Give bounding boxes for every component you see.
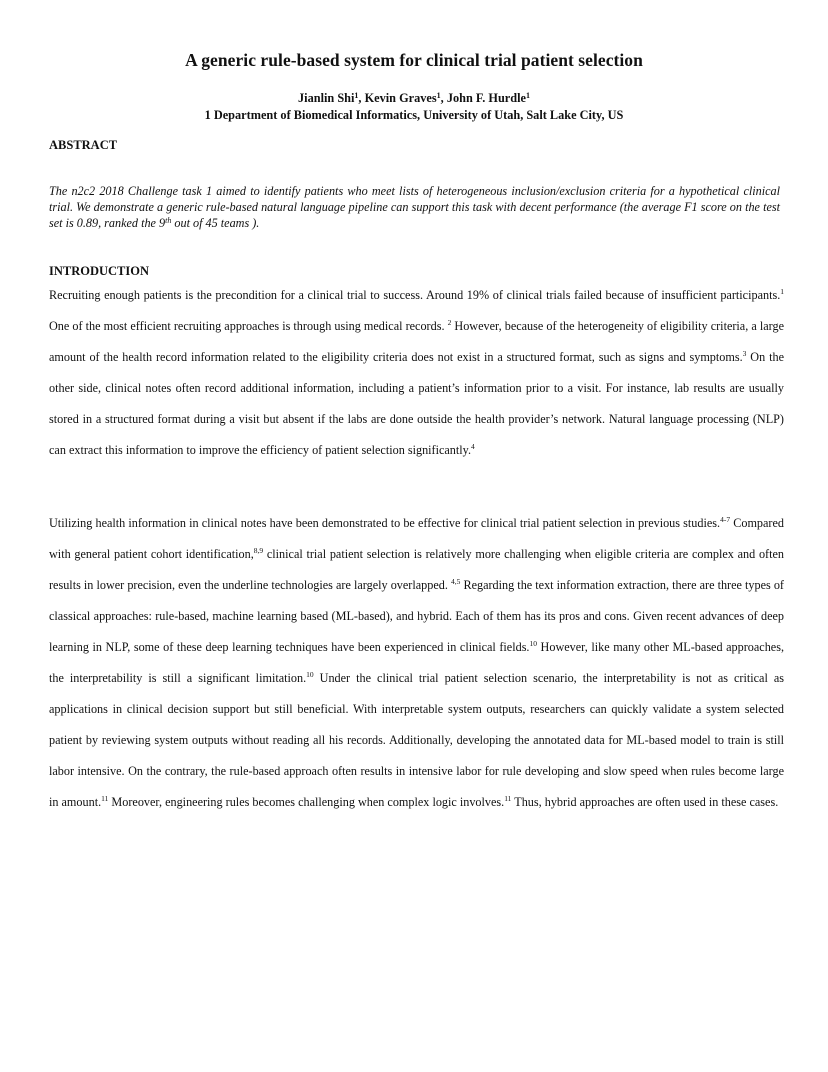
author-affiliation-mark: 1 [525, 91, 530, 100]
paragraph-text: Recruiting enough patients is the precondition for a clinical trial to success. Around 19% of clinical trials failed because of insufficient participants. [49, 288, 781, 302]
citation-superscript: 10 [529, 639, 537, 648]
paper-title: A generic rule-based system for clinical trial patient selection [185, 50, 643, 70]
author-name: Kevin Graves [364, 91, 437, 105]
paragraph-text: Compared with general patient cohort identification, [49, 516, 784, 561]
introduction-heading: INTRODUCTION [49, 264, 150, 278]
author-separator: , [358, 91, 365, 105]
citation-superscript: 4-7 [720, 515, 731, 524]
paragraph-text: Regarding the text information extraction, there are three types of classical approaches: rule-based, machine learning based (ML-based), and hybrid. Each of them has its pros and cons. Given recent advances of deep learning in NLP, some of these deep learning techniques have been experienced in clinical fields. [49, 578, 784, 654]
author-list [0, 91, 828, 106]
paragraph-text: clinical trial patient selection is relatively more challenging when eligible criteria are complex and often results in lower precision, even the underline technologies are largely overlapped. [49, 547, 784, 592]
abstract-heading: ABSTRACT [49, 138, 118, 152]
abstract-text-part-1: The n2c2 2018 Challenge task 1 aimed to identify patients who meet lists of heterogeneous inclusion/exclusion criteria for a hypothetical clinical trial. We demonstrate a generic rule-based natural language pipeline can support this task with decent performance (the average F1 score on the test set is 0.89, ranked the 9 [49, 184, 780, 230]
author-separator: , [440, 91, 447, 105]
paragraph-text: Moreover, engineering rules becomes challenging when complex logic involves. [108, 795, 505, 809]
author-name: Jianlin Shi [298, 91, 355, 105]
citation-superscript: 8,9 [253, 546, 264, 555]
citation-superscript: 2 [447, 318, 452, 327]
paragraph-text: However, because of the heterogeneity of eligibility criteria, a large amount of the health record information related to the eligibility criteria does not exist in a structured format, such as signs and symptoms. [49, 319, 784, 364]
intro-paragraph-1 [49, 280, 784, 466]
citation-superscript: 11 [101, 794, 109, 803]
citation-superscript: 3 [742, 349, 747, 358]
citation-superscript: 4 [471, 442, 475, 451]
paragraph-text: Under the clinical trial patient selection scenario, the interpretability is not as critical as applications in clinical decision support but still beneficial. With interpretable system outputs, researchers can quickly validate a system selected patient by reviewing system outputs without reading all his records. Additionally, developing the annotated data for ML-based model to train is still labor intensive. On the contrary, the rule-based approach often results in intensive labor for rule developing and slow speed when rules become large in amount. [49, 671, 785, 809]
affiliation: 1 Department of Biomedical Informatics, University of Utah, Salt Lake City, US [204, 108, 624, 122]
abstract-text-part-2: out of 45 teams ). [171, 216, 260, 230]
paragraph-text: On the other side, clinical notes often record additional information, including a patient’s information prior to a visit. For instance, lab results are usually stored in a structured format during a visit but absent if the labs are done outside the health provider’s network. Natural language processing (NLP) can extract this information to improve the efficiency of patient selection significantly. [49, 350, 784, 457]
abstract-body [49, 183, 780, 231]
paragraph-text: Thus, hybrid approaches are often used in these cases. [511, 795, 779, 809]
citation-superscript: 11 [504, 794, 512, 803]
author-name: John F. Hurdle [446, 91, 526, 105]
intro-paragraph-2 [49, 508, 784, 818]
citation-superscript: 4,5 [450, 577, 461, 586]
paragraph-text: One of the most efficient recruiting approaches is through using medical records. [49, 319, 448, 333]
author-affiliation-mark: 1 [436, 91, 441, 100]
citation-superscript: 1 [780, 287, 784, 296]
paragraph-text: However, like many other ML-based approaches, the interpretability is still a significant limitation. [49, 640, 784, 685]
citation-superscript: 10 [306, 670, 314, 679]
abstract-superscript: th [165, 216, 172, 225]
author-affiliation-mark: 1 [354, 91, 359, 100]
paragraph-text: Utilizing health information in clinical notes have been demonstrated to be effective for clinical trial patient selection in previous studies. [49, 516, 721, 530]
